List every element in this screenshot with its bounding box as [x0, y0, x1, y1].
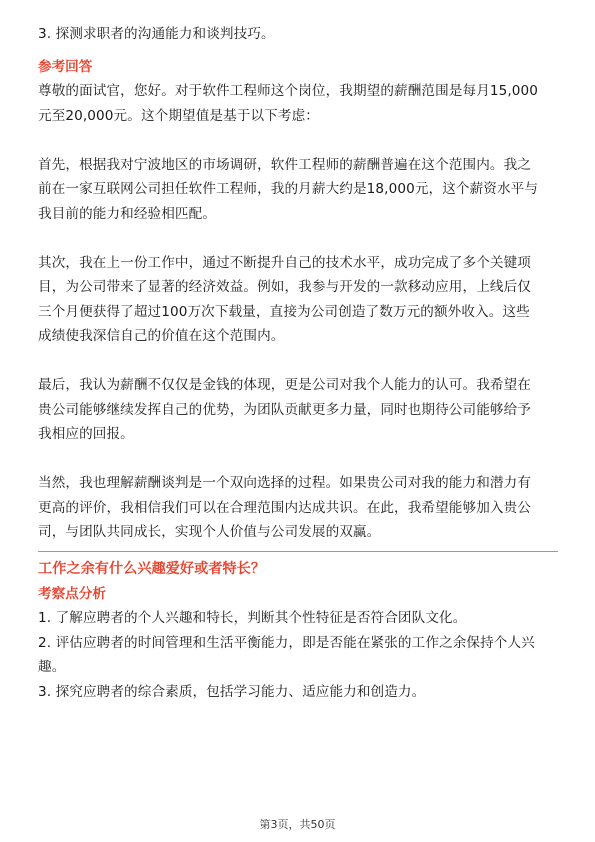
- answer-paragraph-1: [38, 79, 558, 128]
- paragraph-line: 元至20,000元。这个期望值是基于以下考虑：: [38, 107, 319, 124]
- paragraph-line: 司，与团队共同成长，实现个人价值与公司发展的双赢。: [38, 524, 381, 540]
- analysis-item-3: 3. 探究应聘者的综合素质，包括学习能力、适应能力和创造力。: [38, 683, 426, 700]
- section-divider: [38, 551, 558, 552]
- answer-paragraph-4: [38, 373, 558, 447]
- paragraph-line: 成绩使我深信自己的价值在这个范围内。: [38, 328, 285, 344]
- analysis-item-1: 1. 了解应聘者的个人兴趣和特长，判断其个性特征是否符合团队文化。: [38, 610, 467, 626]
- paragraph-line: 当然，我也理解薪酬谈判是一个双向选择的过程。如果贵公司对我的能力和潜力有: [38, 475, 531, 491]
- page-content: [38, 22, 558, 704]
- paragraph-line: 更高的评价，我相信我们可以在合理范围内达成共识。在此，我希望能够加入贵公: [38, 499, 531, 516]
- answer-paragraph-3: [38, 251, 558, 349]
- answer-heading: 参考回答: [38, 58, 93, 75]
- paragraph-line: 三个月便获得了超过100万次下载量，直接为公司创造了数万元的额外收入。这些: [38, 303, 530, 320]
- page-number: 第3页，共50页: [259, 818, 336, 831]
- paragraph-line: 我目前的能力和经验相匹配。: [38, 205, 217, 222]
- analysis-item-2: 2. 评估应聘者的时间管理和生活平衡能力，即是否能在紧张的工作之余保持个人兴: [38, 634, 535, 651]
- answer-paragraph-2: [38, 153, 558, 227]
- paragraph-line: 最后，我认为薪酬不仅仅是金钱的体现，更是公司对我个人能力的认可。我希望在: [38, 377, 531, 393]
- answer-paragraph-5: [38, 471, 558, 545]
- paragraph-line: 前在一家互联网公司担任软件工程师，我的月薪大约是18,000元，这个薪资水平与: [38, 181, 539, 197]
- paragraph-line: 贵公司能够继续发挥自己的优势，为团队贡献更多力量，同时也期待公司能够给予: [38, 401, 531, 418]
- analysis-heading: 考察点分析: [38, 585, 106, 602]
- analysis-item-2-continued: 趣。: [38, 659, 66, 675]
- paragraph-line: 我相应的回报。: [38, 426, 134, 442]
- paragraph-line: 目，为公司带来了显著的经济效益。例如，我参与开发的一款移动应用，上线后仅: [38, 279, 531, 295]
- analysis-item-3: 3. 探测求职者的沟通能力和谈判技巧。: [38, 26, 275, 42]
- paragraph-line: 其次，我在上一份工作中，通过不断提升自己的技术水平，成功完成了多个关键项: [38, 254, 531, 271]
- paragraph-line: 尊敬的面试官，您好。对于软件工程师这个岗位，我期望的薪酬范围是每月15,000: [38, 83, 539, 99]
- question-title: 工作之余有什么兴趣爱好或者特长？: [38, 560, 266, 577]
- paragraph-line: 首先，根据我对宁波地区的市场调研，软件工程师的薪酬普遍在这个范围内。我之: [38, 156, 531, 173]
- analysis-list: [38, 606, 558, 704]
